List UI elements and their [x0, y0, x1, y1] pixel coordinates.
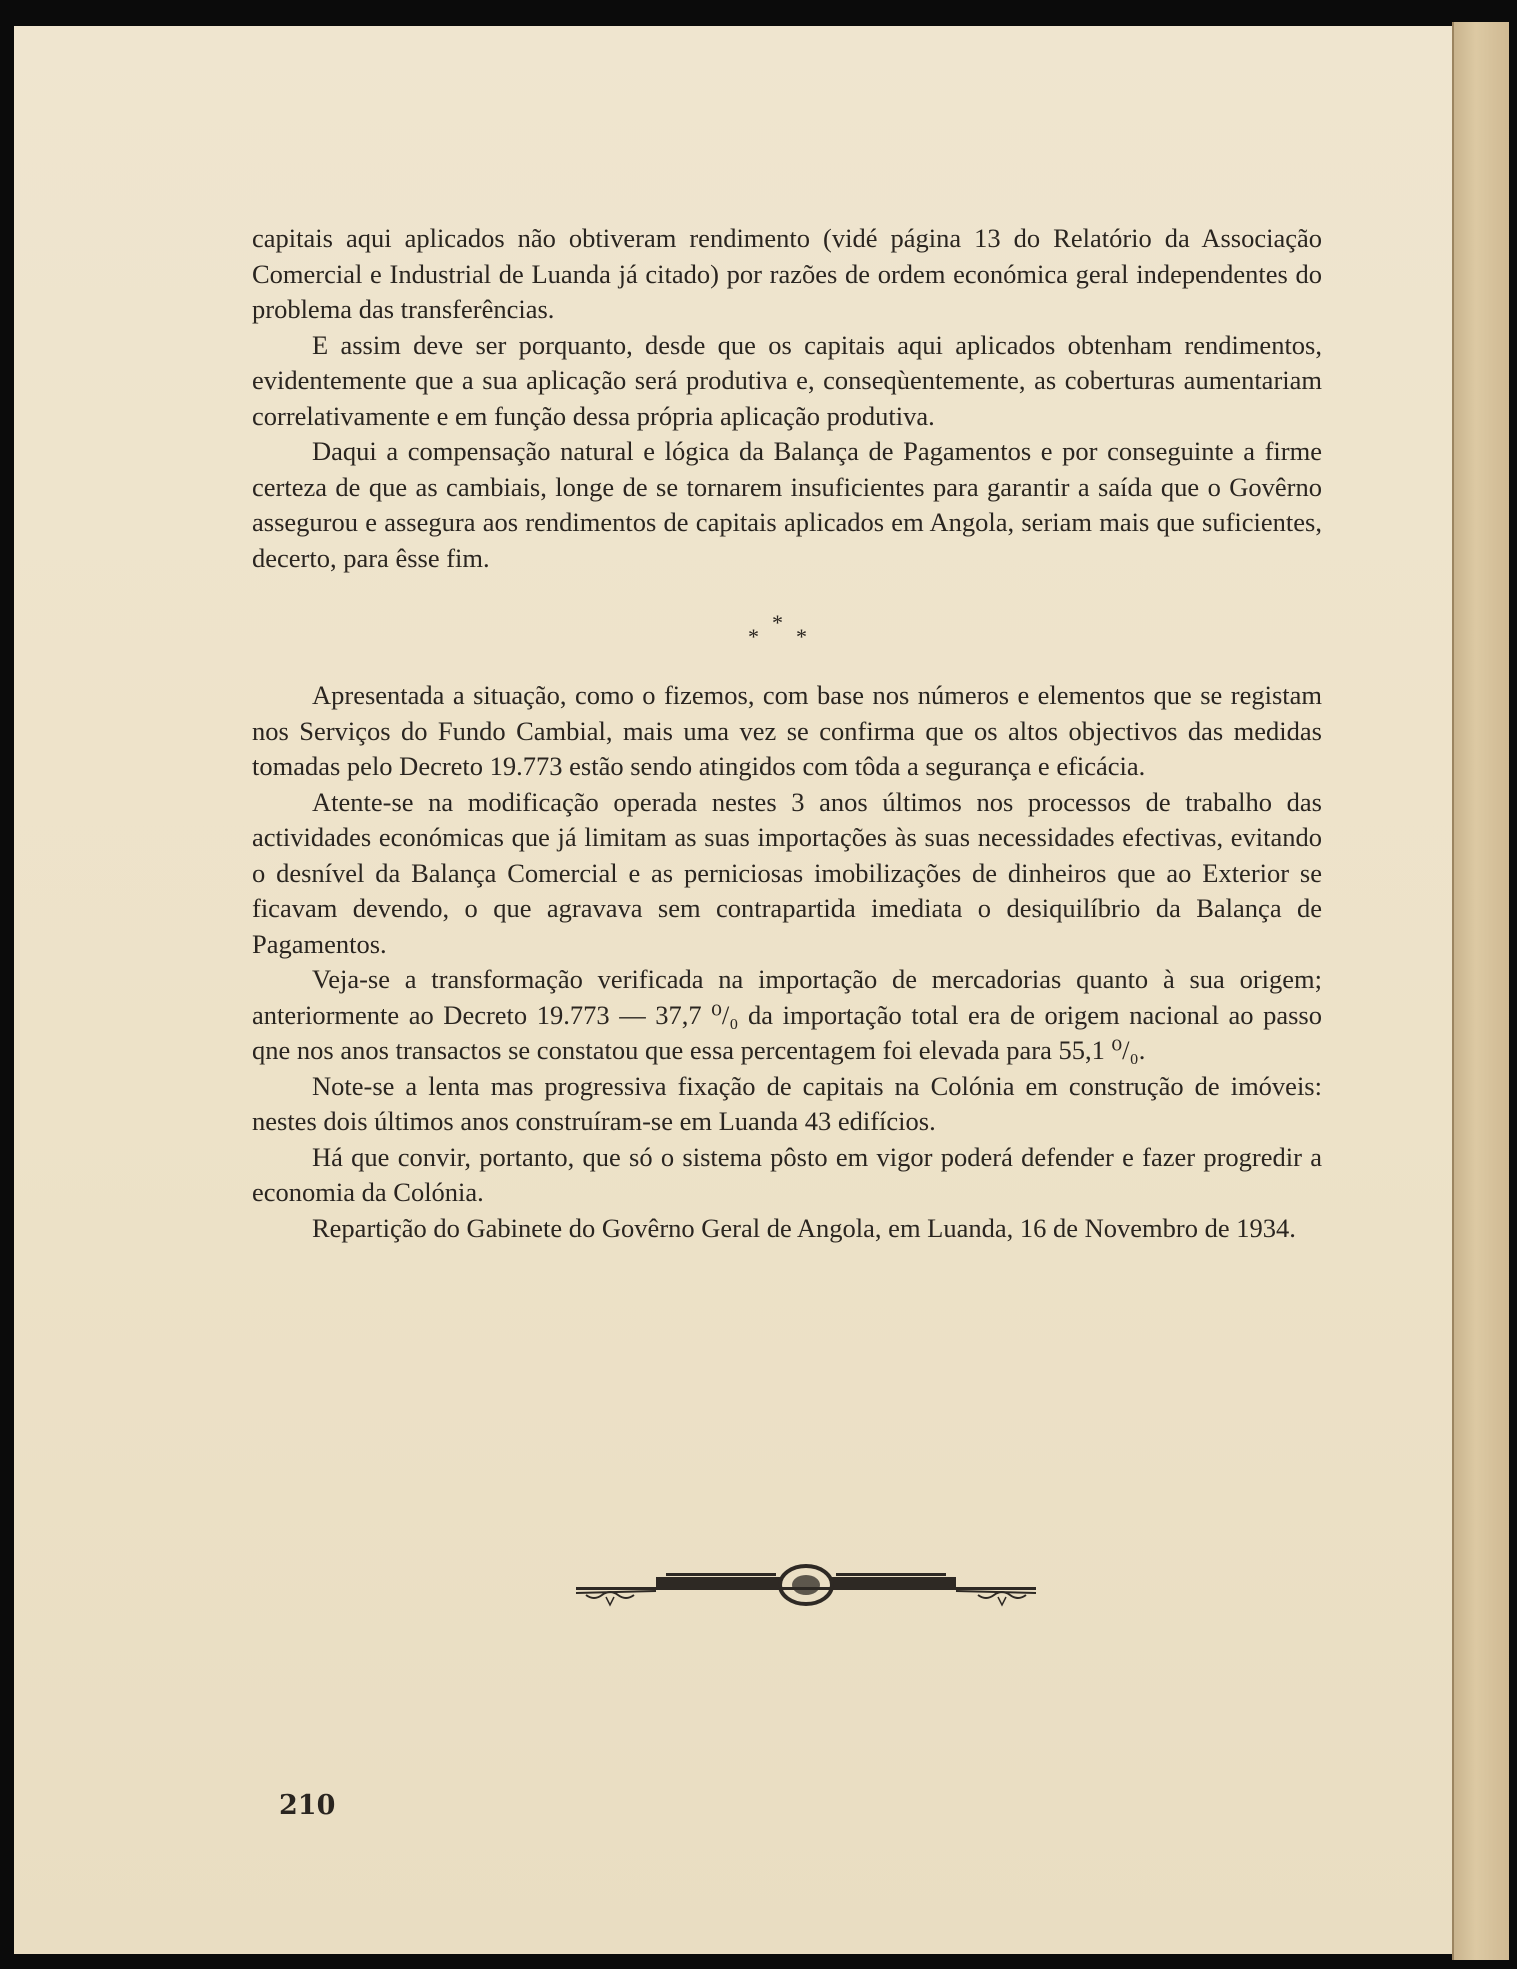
paragraph-3: Daqui a compensação natural e lógica da Balança de Pagamentos e por conseguinte a firme certeza de que as cambiais, longe de se tornarem insuficientes para garantir a saída que o Govêrno assegurou e assegura aos rendimentos de capitais aplicados em Angola, seriam mais que suficientes, decerto, para êsse fim. [252, 436, 1322, 573]
paragraph-8: Há que convir, portanto, que só o sistema pôsto em vigor poderá defender e fazer progredir a economia da Colónia. [252, 1141, 1322, 1207]
paragraph-2: E assim deve ser porquanto, desde que os capitais aqui aplicados obtenham rendimentos, evidentemente que a sua aplicação será produtiva e, conseqùentemente, as coberturas aumentariam correlativamente e em função dessa própria aplicação produtiva. [252, 329, 1322, 431]
paragraph-4: Apresentada a situação, como o fizemos, com base nos números e elementos que se registam nos Serviços do Fundo Cambial, mais uma vez se confirma que os altos objectivos das medidas tomadas pelo Decreto 19.773 estão sendo atingidos com tôda a segurança e eficácia. [252, 680, 1322, 781]
paragraph-9: Repartição do Gabinete do Govêrno Geral de Angola, em Luanda, 16 de Novembro de 1934. [312, 1212, 1296, 1243]
document-page [14, 26, 1454, 1954]
paragraph-6: Veja-se a transformação verificada na importação de mercadorias quanto à sua origem; anteriormente ao Decreto 19.773 — 37,7 ⁰/₀ da importação total era de origem nacional ao passo qne nos anos transactos se constatou que essa percentagem foi elevada para 55,1 ⁰/₀. [252, 964, 1322, 1065]
body-text [252, 221, 1322, 1246]
paragraph-5: Atente-se na modificação operada nestes 3 anos últimos nos processos de trabalho das actividades económicas que já limitam as suas importações às suas necessidades efectivas, evitando o desnível da Balança Comercial e as perniciosas imobilizações de dinheiros que ao Exterior se ficavam devendo, o que agravava sem contrapartida imediata o desiquilíbrio da Balança de Pagamentos. [252, 786, 1322, 959]
paragraph-1: capitais aqui aplicados não obtiveram rendimento (vidé página 13 do Relatório da Associação Comercial e Industrial de Luanda já citado) por razões de ordem económica geral independentes do problema das transferências. [252, 223, 1322, 324]
decorative-ornament [566, 1561, 1046, 1609]
adjacent-page-edge [1452, 22, 1509, 1960]
paragraph-7: Note-se a lenta mas progressiva fixação de capitais na Colónia em construção de imóveis: nestes dois últimos anos construíram-se em Luanda 43 edifícios. [252, 1070, 1322, 1136]
page-number: 210 [279, 1790, 336, 1821]
section-asterism: * * * [748, 610, 807, 649]
